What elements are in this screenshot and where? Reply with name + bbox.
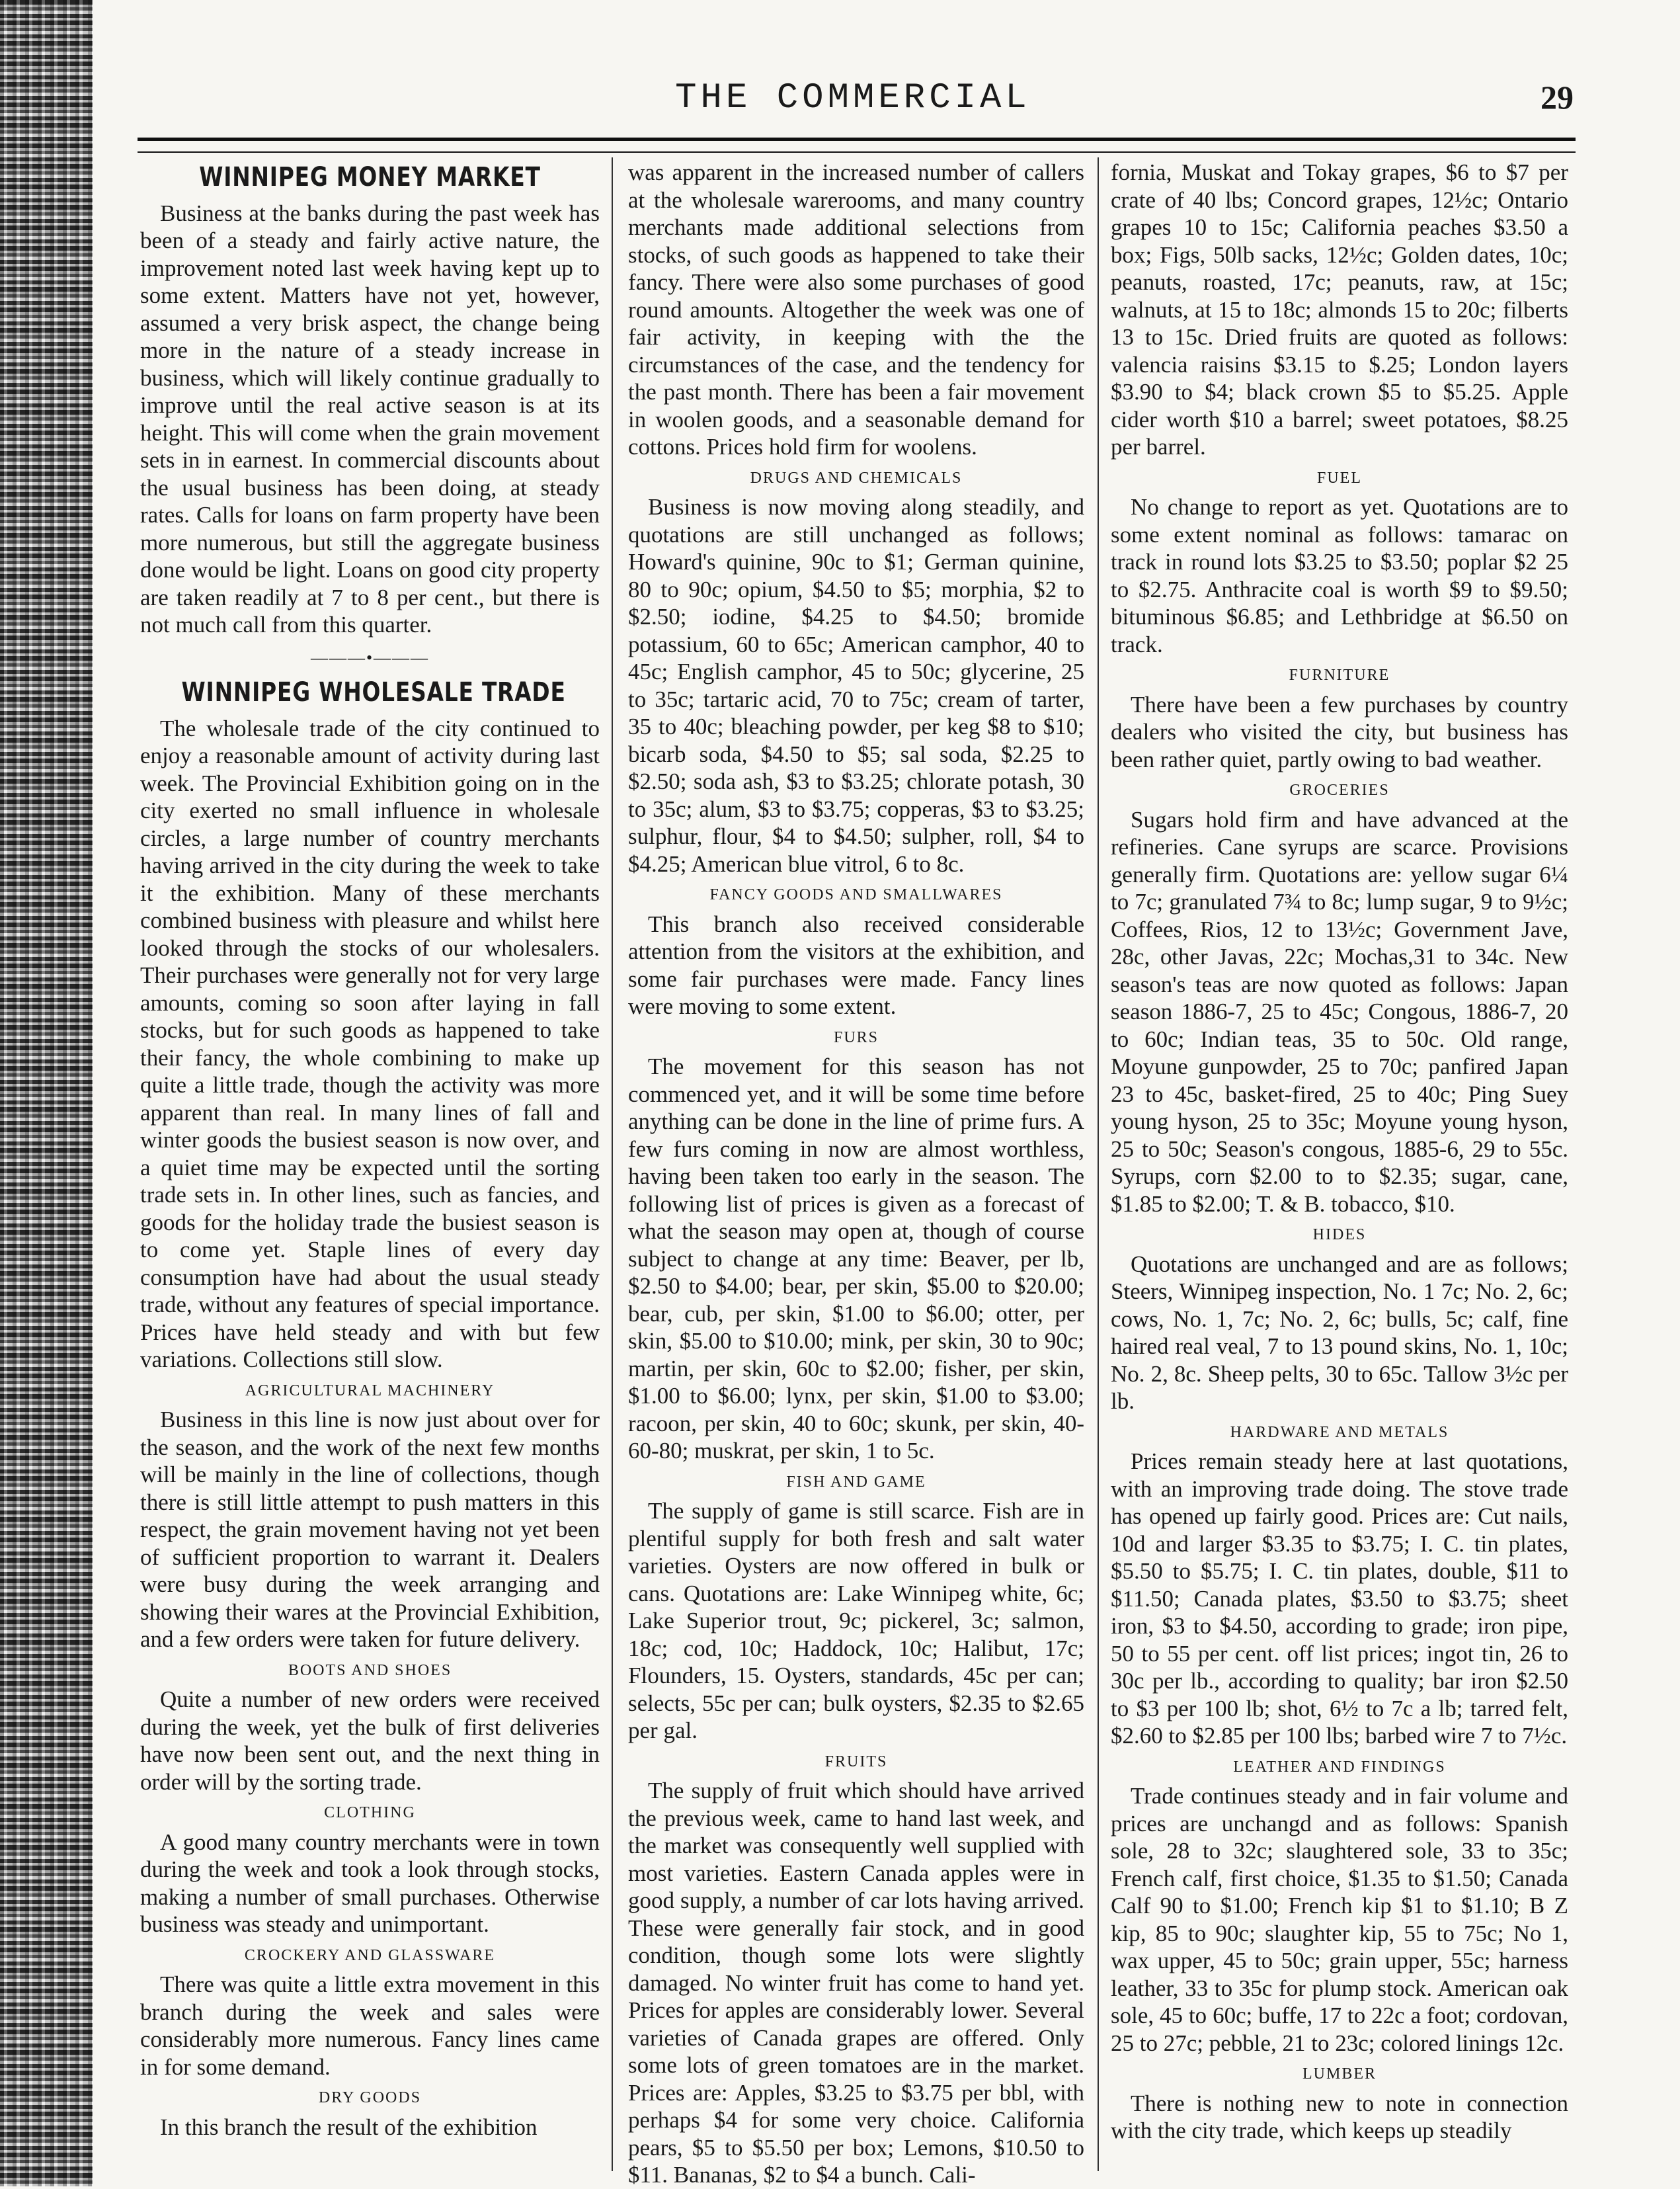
section-subheading: FURS <box>833 1028 879 1046</box>
article-paragraph: Trade continues steady and in fair volume and prices are unchangd and as follows: Spanish sole, 28 to 32c; slaughtered sole, 33 to 35c; French calf, first choice, $1.35 to $1.50; Canada Calf 90 to $1.00; French kip $1 to $1.10; B Z kip, 85 to 90c; slaughter kip, 55 to 75c; No 1, wax upper, 45 to 50c; grain upper, 55c; harness leather, 33 to 35c for plump stock. American oak sole, 45 to 60c; buffe, 17 to 22c a foot; cordovan, 25 to 27c; pebble, 21 to 23c; colored linings 12c. <box>1111 1783 1568 2056</box>
section-subheading: AGRICULTURAL MACHINERY <box>245 1382 495 1399</box>
article-paragraph: Quite a number of new orders were received during the week, yet the bulk of first deliveries have now been sent out, and the next thing in order will by the sorting trade. <box>140 1686 600 1795</box>
article-paragraph: There have been a few purchases by country dealers who visited the city, but business has been rather quiet, partly owing to bad weather. <box>1111 691 1568 772</box>
article-paragraph: There is nothing new to note in connection with the city trade, which keeps up steadily <box>1111 2090 1568 2143</box>
article-paragraph: Prices remain steady here at last quotations, with an improving trade doing. The stove trade has opened up fairly good. Prices are: Cut nails, 10d and larger $3.35 to $3.75; I. C. tin plates, $5.50 to $5.75; I. C. tin plates, double, $11 to $11.50; Canada plates, $3.50 to $3.75; sheet iron, $3 to $4.50, according to grade; iron pipe, 50 to 55 per cent. off list prices; ingot tin, 26 to 30c per lb., according to quality; bar iron $2.50 to $3 per 100 lb; shot, 6½ to 7c a lb; tarred felt, $2.60 to $2.85 per 100 lbs; barbed wire 7 to 7½c. <box>1111 1448 1568 1749</box>
article-paragraph: The supply of game is still scarce. Fish are in plentiful supply for both fresh and salt water varieties. Oysters are now offered in bulk or cans. Quotations are: Lake Winnipeg white, 6c; Lake Superior trout, 9c; pickerel, 3c; salmon, 18c; cod, 10c; Haddock, 10c; Halibut, 17c; Flounders, 15. Oysters, standards, 45c per can; selects, 55c per can; bulk oysters, $2.35 to $2.65 per gal. <box>628 1498 1084 1743</box>
article-heading: WINNIPEG WHOLESALE TRADE <box>181 677 566 708</box>
article-paragraph: The wholesale trade of the city continued to enjoy a reasonable amount of activity during last week. The Provincial Exhibition going on in the city exerted no small influence in wholesale circles, a large number of country merchants having arrived in the city during the week to take it the exhibition. Many of these merchants combined business with pleasure and whilst here looked through the stocks of our wholesalers. Their purchases were generally not for very large amounts, coming so soon after laying in fall stocks, but for such goods as happened to take their fancy, the whole combining to make up quite a little trade, though the activity was more apparent than real. In many lines of fall and winter goods the busiest season is now over, and a quiet time may be expected until the sorting trade sets in. In other lines, such as fancies, and goods for the holiday trade the busiest season is to come yet. Staple lines of every day consumption have had about the usual steady trade, without any features of special importance. Prices have held steady and with but few variations. Collections still slow. <box>140 715 600 1372</box>
article-paragraph: Quotations are unchanged and are as follows; Steers, Winnipeg inspection, No. 1 7c; No. 2, 6c; cows, No. 1, 7c; No. 2, 6c; bulls, 5c; calf, fine haired real veal, 7 to 13 pound skins, No. 1, 10c; No. 2, 8c. Sheep pelts, 30 to 65c. Tallow 3½c per lb. <box>1111 1251 1568 1414</box>
section-subheading: LUMBER <box>1302 2065 1377 2083</box>
section-ornament: ———•——— <box>310 647 430 667</box>
section-subheading: FURNITURE <box>1289 667 1390 684</box>
binding-edge <box>0 0 93 2186</box>
column-1 <box>140 159 600 2169</box>
article-paragraph: fornia, Muskat and Tokay grapes, $6 to $7 per crate of 40 lbs; Concord grapes, 12½c; Ontario grapes 10 to 15c; California peaches $3.50 a box; Figs, 50lb sacks, 12½c; Golden dates, 10c; peanuts, roasted, 17c; peanuts, raw, at 15c; walnuts, at 15 to 18c; almonds 15 to 20c; filberts 13 to 15c. Dried fruits are quoted as follows: valencia raisins $3.15 to $.25; London layers $3.90 to $4; black crown $5 to $5.25. Apple cider worth $10 a barrel; sweet potatoes, $8.25 per barrel. <box>1111 159 1568 460</box>
article-paragraph: The movement for this season has not commenced yet, and it will be some time before anything can be done in the line of prime furs. A few furs coming in now are almost worthless, having been taken too early in the season. The following list of prices is given as a forecast of what the season may open at, though of course subject to change at any time: Beaver, per lb, $2.50 to $4.00; bear, per skin, $5.00 to $20.00; bear, cub, per skin, $1.00 to $6.00; otter, per skin, $5.00 to $10.00; mink, per skin, 30 to 90c; martin, per skin, 60c to $2.00; fisher, per skin, $1.00 to $6.00; lynx, per skin, $1.00 to $3.00; racoon, per skin, 40 to 60c; skunk, per skin, 40-60-80; muskrat, per skin, 1 to 5c. <box>628 1053 1084 1464</box>
section-subheading: CROCKERY AND GLASSWARE <box>244 1946 496 1964</box>
masthead <box>132 78 1574 131</box>
section-subheading: FRUITS <box>824 1753 888 1770</box>
section-subheading: DRUGS AND CHEMICALS <box>750 469 963 487</box>
section-subheading: GROCERIES <box>1289 782 1390 799</box>
article-paragraph: Sugars hold firm and have advanced at the refineries. Cane syrups are scarce. Provisions generally firm. Quotations are: yellow sugar 6¼ to 7c; granulated 7¾ to 8c; lump sugar, 9 to 9½c; Coffees, Rios, 12 to 13½c; Government Jave, 28c, other Javas, 22c; Mochas,31 to 34c. New season's teas are now quoted as follows: Japan season 1886-7, 25 to 45c; Congous, 1886-7, 20 to 60c; Indian teas, 35 to 50c. Old range, Moyune gunpowder, 25 to 70c; panfired Japan 23 to 45c, basket-fired, 25 to 40c; Ping Suey young hyson, 25 to 35c; Moyune young hyson, 25 to 50c; Season's congous, 1885-6, 29 to 55c. Syrups, corn $2.00 to to $2.35; sugar, cane, $1.85 to $2.00; T. & B. tobacco, $10. <box>1111 806 1568 1217</box>
section-subheading: FISH AND GAME <box>786 1473 926 1491</box>
article-paragraph: Business at the banks during the past week has been of a steady and fairly active nature, the improvement noted last week having kept up to some extent. Matters have not yet, however, assumed a very brisk aspect, the change being more in the nature of a steady increase in business, which will likely continue gradually to improve until the real active season is at its height. This will come when the grain movement sets in in earnest. In commercial discounts about the usual business has been doing, at steady rates. Calls for loans on farm property have been more numerous, but still the aggregate business done would be light. Loans on good city property are taken readily at 7 to 8 per cent., but there is not much call from this quarter. <box>140 200 600 638</box>
column-divider <box>1098 157 1099 2171</box>
section-subheading: DRY GOODS <box>318 2089 422 2106</box>
article-heading: WINNIPEG MONEY MARKET <box>199 162 541 192</box>
column-3 <box>1111 159 1568 2169</box>
article-paragraph: A good many country merchants were in town during the week and took a look through stocks, making a number of small purchases. Otherwise business was steady and unimportant. <box>140 1829 600 1937</box>
section-subheading: LEATHER AND FINDINGS <box>1233 1758 1446 1776</box>
article-paragraph: was apparent in the increased number of callers at the wholesale warerooms, and many country merchants made additional selections from stocks, of such goods as happened to take their fancy. There were also some purchases of good round amounts. Altogether the week was one of fair activity, in keeping with the the circumstances of the case, and the tendency for the past month. There has been a fair movement in woolen goods, and a seasonable demand for cottons. Prices hold firm for woolens. <box>628 159 1084 460</box>
newspaper-title: THE COMMERCIAL <box>675 78 1031 118</box>
section-subheading: CLOTHING <box>324 1804 416 1821</box>
column-divider <box>612 157 613 2171</box>
article-paragraph: Business in this line is now just about over for the season, and the work of the next few months will be mainly in the line of collections, though there is still little attempt to push matters in this respect, the grain movement having not yet been of sufficient proportion to warrant it. Dealers were busy during the week arranging and showing their wares at the Provincial Exhibition, and a few orders were taken for future delivery. <box>140 1407 600 1652</box>
article-paragraph: Business is now moving along steadily, and quotations are still unchanged as follows; Howard's quinine, 90c to $1; German quinine, 80 to 90c; opium, $4.50 to $5; morphia, $2 to $2.50; iodine, $4.25 to $4.50; bromide potassium, 60 to 65c; American camphor, 40 to 45c; English camphor, 45 to 50c; glycerine, 25 to 35c; tartaric acid, 70 to 75c; cream of tarter, 35 to 40c; bleaching powder, per keg $8 to $10; bicarb soda, $4.50 to $5; sal soda, $2.25 to $2.50; soda ash, $3 to $3.25; chlorate potash, 30 to 35c; alum, $3 to $3.75; copperas, $3 to $3.25; sulphur, flour, $4 to $4.50; sulpher, roll, $4 to $4.25; American blue vitrol, 6 to 8c. <box>628 494 1084 877</box>
article-paragraph: There was quite a little extra movement in this branch during the week and sales were considerably more numerous. Fancy lines came in for some demand. <box>140 1971 600 2080</box>
article-paragraph: In this branch the result of the exhibition <box>160 2114 538 2140</box>
article-paragraph: This branch also received considerable attention from the visitors at the exhibition, and some fair purchases were made. Fancy lines were moving to some extent. <box>628 911 1084 1019</box>
article-paragraph: The supply of fruit which should have arrived the previous week, came to hand last week, and the market was consequently well supplied with most varieties. Eastern Canada apples were in good supply, a number of car lots having arrived. These were generally fair stock, and in good condition, though some lots were slightly damaged. No winter fruit has come to hand yet. Prices for apples are considerably lower. Several varieties of Canada grapes are offered. Only some lots of green tomatoes are in the market. Prices are: Apples, $3.25 to $3.75 per bbl, with perhaps $4 for some very choice. California pears, $5 to $5.50 per box; Lemons, $10.50 to $11. Bananas, $2 to $4 a bunch. Cali- <box>628 1778 1084 2188</box>
section-subheading: FANCY GOODS AND SMALLWARES <box>709 886 1003 903</box>
section-subheading: HARDWARE AND METALS <box>1230 1423 1449 1441</box>
section-subheading: HIDES <box>1312 1226 1367 1243</box>
article-paragraph: No change to report as yet. Quotations are to some extent nominal as follows: tamarac on track in round lots $3.25 to $3.50; poplar $2 25 to $2.75. Anthracite coal is worth $9 to $9.50; bituminous $6.85; and Lethbridge at $6.50 on track. <box>1111 494 1568 657</box>
section-subheading: BOOTS AND SHOES <box>288 1661 452 1679</box>
column-2 <box>628 159 1084 2188</box>
section-subheading: FUEL <box>1317 469 1362 487</box>
page-number: 29 <box>1540 79 1574 116</box>
header-rule <box>138 138 1576 153</box>
